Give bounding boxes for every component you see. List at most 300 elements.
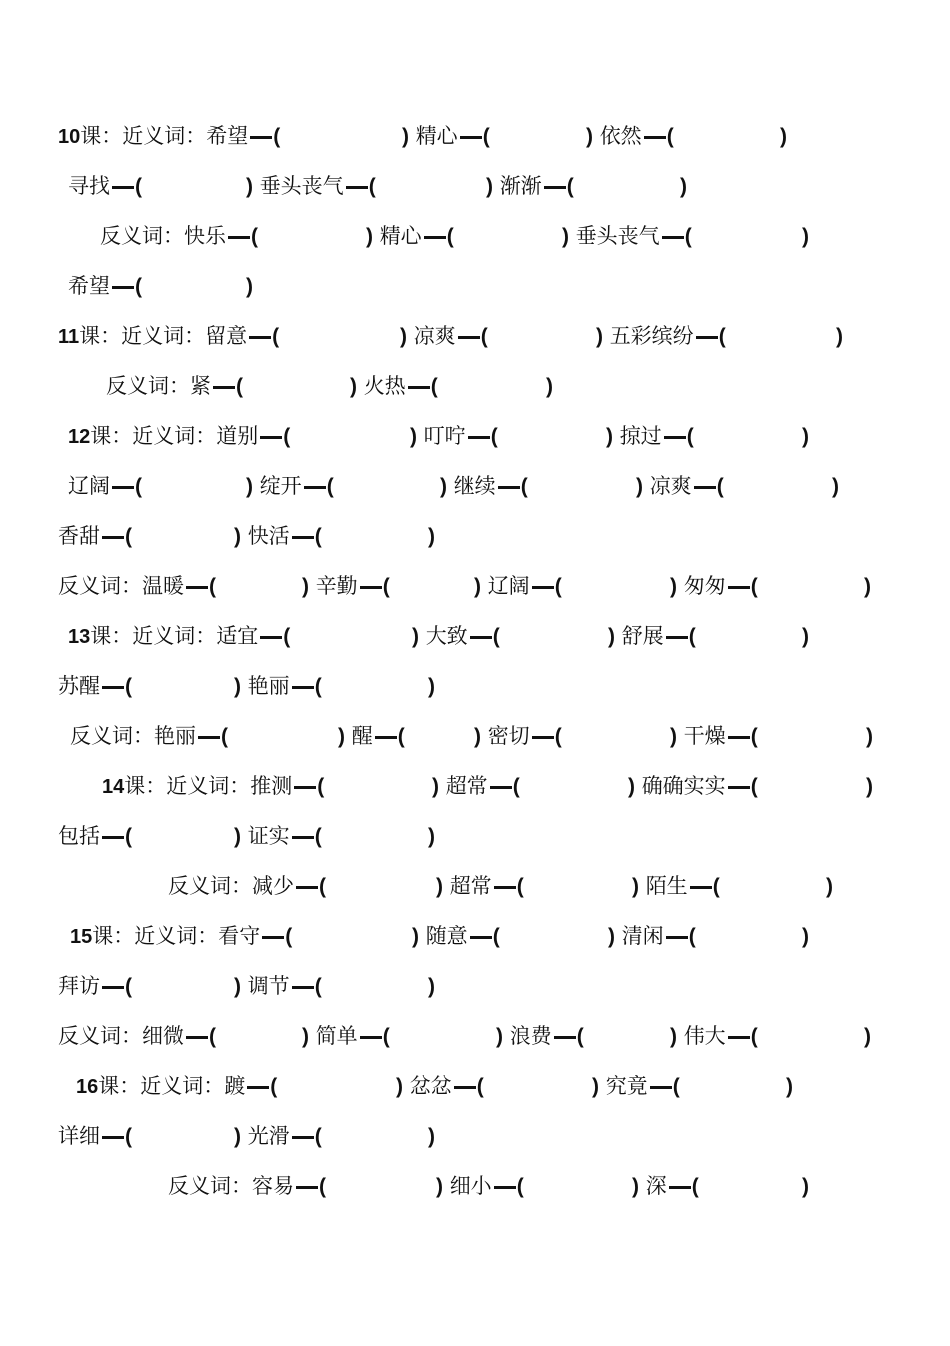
lesson-number: 14	[102, 776, 125, 798]
answer-blank[interactable]: (	[672, 1075, 680, 1098]
word-text: 绽开	[259, 474, 302, 498]
closing-paren	[428, 671, 435, 702]
answer-blank[interactable]: (	[554, 575, 562, 598]
blank-close-paren: )	[586, 125, 593, 148]
answer-blank[interactable]: (	[314, 525, 322, 548]
answer-blank[interactable]: (	[221, 725, 228, 748]
answer-blank[interactable]: (	[397, 725, 405, 748]
blank-close-paren: )	[436, 875, 443, 898]
dash-mark	[260, 436, 282, 439]
blank-close-paren: )	[592, 1075, 599, 1098]
word-text: 清闲	[621, 924, 664, 948]
dash-mark	[468, 436, 490, 439]
word-entry	[102, 771, 324, 802]
worksheet-line	[0, 971, 950, 1001]
word-text: 艳丽	[247, 674, 290, 698]
word-entry	[70, 921, 292, 952]
word-text: 寻找	[68, 174, 110, 198]
word-text: 简单	[315, 1024, 358, 1048]
blank-close-paren: )	[802, 225, 809, 248]
answer-blank[interactable]: (	[492, 625, 500, 648]
dash-mark	[470, 936, 492, 939]
dash-mark	[554, 1036, 576, 1039]
word-text: 课：近义词：道别	[90, 424, 259, 448]
dash-mark	[666, 636, 688, 639]
answer-blank[interactable]: (	[688, 925, 696, 948]
word-entry	[68, 271, 142, 302]
word-entry	[606, 421, 694, 452]
blank-close-paren: )	[432, 775, 439, 798]
blank-close-paren: )	[496, 1025, 503, 1048]
word-entry	[586, 121, 674, 152]
answer-blank[interactable]: (	[516, 875, 524, 898]
word-entry	[412, 921, 500, 952]
answer-blank[interactable]: (	[686, 425, 694, 448]
worksheet-line	[0, 621, 950, 651]
dash-mark	[112, 286, 134, 289]
word-text: 醒	[351, 724, 373, 748]
closing-paren	[802, 421, 809, 452]
word-entry	[100, 221, 258, 252]
answer-blank[interactable]: (	[314, 975, 322, 998]
word-text: 反义词：紧	[106, 374, 211, 398]
answer-blank[interactable]: (	[750, 575, 758, 598]
word-text: 精心	[379, 224, 422, 248]
word-entry	[562, 221, 692, 252]
word-text: 随意	[425, 924, 468, 948]
blank-close-paren: )	[474, 575, 481, 598]
blank-close-paren: )	[608, 625, 615, 648]
dash-mark	[644, 136, 666, 139]
word-text: 反义词：细微	[58, 1024, 184, 1048]
word-entry	[608, 621, 696, 652]
word-entry	[58, 671, 132, 702]
dash-mark	[247, 1086, 269, 1089]
answer-blank[interactable]: (	[125, 1125, 132, 1148]
blank-close-paren: )	[680, 175, 687, 198]
answer-blank[interactable]: (	[382, 575, 390, 598]
dash-mark	[662, 236, 684, 239]
blank-close-paren: )	[402, 125, 409, 148]
answer-blank[interactable]: (	[326, 475, 334, 498]
word-entry	[410, 421, 498, 452]
lesson-number: 10	[58, 126, 81, 148]
answer-blank[interactable]: (	[319, 875, 326, 898]
blank-close-paren: )	[428, 975, 435, 998]
answer-blank[interactable]: (	[554, 725, 562, 748]
word-text: 辛勤	[315, 574, 358, 598]
blank-close-paren: )	[802, 625, 809, 648]
answer-blank[interactable]: (	[688, 625, 696, 648]
answer-blank[interactable]: (	[382, 1025, 390, 1048]
dash-mark	[664, 436, 686, 439]
word-text: 火热	[363, 374, 406, 398]
word-text: 反义词：快乐	[100, 224, 226, 248]
word-entry	[70, 721, 228, 752]
answer-blank[interactable]: (	[135, 275, 142, 298]
word-text: 舒展	[621, 624, 664, 648]
word-entry	[58, 1121, 132, 1152]
answer-blank[interactable]: (	[492, 925, 500, 948]
word-text: 陌生	[645, 874, 688, 898]
word-text: 精心	[415, 124, 458, 148]
blank-close-paren: )	[234, 525, 241, 548]
dash-mark	[250, 136, 272, 139]
dash-mark	[669, 1186, 691, 1189]
lesson-number: 16	[76, 1076, 99, 1098]
blank-close-paren: )	[428, 675, 435, 698]
answer-blank[interactable]: (	[576, 1025, 584, 1048]
answer-blank[interactable]: (	[482, 125, 490, 148]
word-text: 反义词：容易	[168, 1174, 294, 1198]
blank-close-paren: )	[608, 925, 615, 948]
word-text: 辽阔	[68, 474, 110, 498]
dash-mark	[228, 236, 250, 239]
word-text: 凉爽	[649, 474, 692, 498]
worksheet-line	[0, 321, 950, 351]
lesson-number: 12	[68, 426, 91, 448]
dash-mark	[470, 636, 492, 639]
word-text: 大致	[425, 624, 468, 648]
dash-mark	[249, 336, 271, 339]
answer-blank[interactable]: (	[368, 175, 376, 198]
dash-mark	[102, 986, 124, 989]
blank-close-paren: )	[246, 175, 253, 198]
dash-mark	[102, 686, 124, 689]
blank-close-paren: )	[486, 175, 493, 198]
dash-mark	[532, 736, 554, 739]
word-text: 密切	[487, 724, 530, 748]
word-entry	[234, 971, 322, 1002]
dash-mark	[292, 536, 314, 539]
word-text: 证实	[247, 824, 290, 848]
blank-close-paren: )	[412, 625, 419, 648]
blank-close-paren: )	[546, 375, 553, 398]
word-entry	[436, 1171, 524, 1202]
answer-blank[interactable]: (	[684, 225, 692, 248]
answer-blank[interactable]: (	[319, 1175, 326, 1198]
word-text: 叮咛	[423, 424, 466, 448]
dash-mark	[186, 1036, 208, 1039]
answer-blank[interactable]: (	[750, 1025, 758, 1048]
word-text: 香甜	[58, 524, 100, 548]
answer-blank[interactable]: (	[209, 1025, 216, 1048]
closing-paren	[786, 1071, 793, 1102]
word-text: 辽阔	[487, 574, 530, 598]
dash-mark	[454, 1086, 476, 1089]
blank-close-paren: )	[366, 225, 373, 248]
dash-mark	[112, 186, 134, 189]
closing-paren	[826, 871, 833, 902]
worksheet-line	[0, 421, 950, 451]
dash-mark	[694, 486, 716, 489]
worksheet-line	[0, 671, 950, 701]
word-text: 拜访	[58, 974, 100, 998]
answer-blank[interactable]: (	[314, 675, 322, 698]
answer-blank[interactable]: (	[314, 825, 322, 848]
word-text: 课：近义词：踱	[98, 1074, 246, 1098]
closing-paren	[864, 571, 871, 602]
word-entry	[234, 821, 322, 852]
worksheet-line	[0, 721, 950, 751]
closing-paren	[246, 271, 253, 302]
blank-close-paren: )	[780, 125, 787, 148]
answer-blank[interactable]: (	[285, 925, 293, 948]
closing-paren	[864, 1021, 871, 1052]
word-entry	[486, 171, 574, 202]
dash-mark	[460, 136, 482, 139]
answer-blank[interactable]: (	[566, 175, 574, 198]
blank-close-paren: )	[410, 425, 417, 448]
answer-blank[interactable]: (	[125, 975, 132, 998]
closing-paren	[866, 721, 873, 752]
blank-close-paren: )	[826, 875, 833, 898]
word-text: 课：近义词：希望	[80, 124, 249, 148]
lesson-number: 13	[68, 626, 91, 648]
dash-mark	[424, 236, 446, 239]
word-entry	[58, 821, 132, 852]
blank-close-paren: )	[350, 375, 357, 398]
word-text: 课：近义词：推测	[124, 774, 293, 798]
answer-blank[interactable]: (	[712, 875, 720, 898]
word-entry	[632, 871, 720, 902]
closing-paren	[866, 771, 873, 802]
blank-close-paren: )	[234, 1125, 241, 1148]
dash-mark	[696, 336, 718, 339]
answer-blank[interactable]: (	[716, 475, 724, 498]
blank-close-paren: )	[246, 475, 253, 498]
answer-blank[interactable]: (	[236, 375, 243, 398]
dash-mark	[296, 1186, 318, 1189]
word-entry	[628, 771, 758, 802]
answer-blank[interactable]: (	[272, 325, 280, 348]
worksheet-line	[0, 821, 950, 851]
closing-paren	[680, 171, 687, 202]
word-entry	[670, 721, 758, 752]
answer-blank[interactable]: (	[135, 475, 142, 498]
blank-close-paren: )	[474, 725, 481, 748]
word-entry	[670, 1021, 758, 1052]
worksheet-line	[0, 521, 950, 551]
word-text: 浪费	[509, 1024, 552, 1048]
blank-close-paren: )	[864, 575, 871, 598]
blank-close-paren: )	[302, 575, 309, 598]
answer-blank[interactable]: (	[283, 625, 291, 648]
dash-mark	[186, 586, 208, 589]
word-entry	[366, 221, 454, 252]
word-text: 垂头丧气	[575, 224, 660, 248]
word-text: 五彩缤纷	[609, 324, 694, 348]
blank-close-paren: )	[632, 875, 639, 898]
word-entry	[496, 1021, 584, 1052]
dash-mark	[346, 186, 368, 189]
dash-mark	[728, 736, 750, 739]
answer-blank[interactable]: (	[516, 1175, 524, 1198]
blank-close-paren: )	[832, 475, 839, 498]
word-entry	[68, 171, 142, 202]
word-entry	[246, 471, 334, 502]
dash-mark	[458, 336, 480, 339]
word-text: 超常	[449, 874, 492, 898]
word-text: 深	[645, 1174, 667, 1198]
word-text: 详细	[58, 1124, 100, 1148]
word-entry	[76, 1071, 277, 1102]
dash-mark	[360, 586, 382, 589]
word-text: 掠过	[619, 424, 662, 448]
word-entry	[58, 971, 132, 1002]
word-text: 确确实实	[641, 774, 726, 798]
dash-mark	[260, 636, 282, 639]
closing-paren	[802, 921, 809, 952]
worksheet-line	[0, 471, 950, 501]
dash-mark	[102, 836, 124, 839]
closing-paren	[428, 971, 435, 1002]
closing-paren	[546, 371, 553, 402]
word-text: 忿忿	[409, 1074, 452, 1098]
word-entry	[632, 1171, 699, 1202]
closing-paren	[802, 221, 809, 252]
word-entry	[234, 671, 322, 702]
blank-close-paren: )	[866, 725, 873, 748]
word-entry	[234, 521, 322, 552]
answer-blank[interactable]: (	[430, 375, 438, 398]
lesson-number: 11	[58, 326, 80, 348]
worksheet-line	[0, 121, 950, 151]
closing-paren	[832, 471, 839, 502]
word-entry	[592, 1071, 680, 1102]
lesson-number: 15	[70, 926, 93, 948]
blank-close-paren: )	[836, 325, 843, 348]
closing-paren	[428, 521, 435, 552]
word-entry	[246, 171, 376, 202]
blank-close-paren: )	[606, 425, 613, 448]
blank-close-paren: )	[400, 325, 407, 348]
answer-blank[interactable]: (	[476, 1075, 484, 1098]
word-entry	[68, 471, 142, 502]
answer-blank[interactable]: (	[125, 825, 132, 848]
answer-blank[interactable]: (	[314, 1125, 322, 1148]
word-text: 垂头丧气	[259, 174, 344, 198]
dash-mark	[213, 386, 235, 389]
blank-close-paren: )	[412, 925, 419, 948]
word-text: 课：近义词：留意	[79, 324, 248, 348]
worksheet-line	[0, 871, 950, 901]
word-entry	[432, 771, 520, 802]
blank-close-paren: )	[628, 775, 635, 798]
answer-blank[interactable]: (	[750, 725, 758, 748]
blank-close-paren: )	[234, 675, 241, 698]
dash-mark	[690, 886, 712, 889]
word-entry	[400, 321, 488, 352]
word-text: 希望	[68, 274, 110, 298]
word-text: 继续	[453, 474, 496, 498]
dash-mark	[102, 1136, 124, 1139]
word-entry	[350, 371, 438, 402]
worksheet-line	[0, 921, 950, 951]
dash-mark	[102, 536, 124, 539]
answer-blank[interactable]: (	[750, 775, 758, 798]
dash-mark	[666, 936, 688, 939]
blank-close-paren: )	[234, 825, 241, 848]
blank-close-paren: )	[246, 275, 253, 298]
answer-blank[interactable]: (	[718, 325, 726, 348]
dash-mark	[375, 736, 397, 739]
answer-blank[interactable]: (	[317, 775, 325, 798]
dash-mark	[292, 986, 314, 989]
closing-paren	[428, 1121, 435, 1152]
blank-close-paren: )	[636, 475, 643, 498]
answer-blank[interactable]: (	[270, 1075, 278, 1098]
worksheet-line	[0, 1071, 950, 1101]
dash-mark	[498, 486, 520, 489]
answer-blank[interactable]: (	[691, 1175, 699, 1198]
word-text: 依然	[599, 124, 642, 148]
word-entry	[58, 321, 279, 352]
word-entry	[106, 371, 243, 402]
dash-mark	[650, 1086, 672, 1089]
blank-close-paren: )	[428, 525, 435, 548]
answer-blank[interactable]: (	[125, 525, 132, 548]
answer-blank[interactable]: (	[480, 325, 488, 348]
answer-blank[interactable]: (	[283, 425, 291, 448]
worksheet-line	[0, 1171, 950, 1201]
word-text: 调节	[247, 974, 290, 998]
answer-blank[interactable]: (	[273, 125, 281, 148]
word-text: 反义词：减少	[168, 874, 294, 898]
answer-blank[interactable]: (	[125, 675, 132, 698]
answer-blank[interactable]: (	[512, 775, 520, 798]
answer-blank[interactable]: (	[446, 225, 454, 248]
dash-mark	[262, 936, 284, 939]
worksheet-line	[0, 1121, 950, 1151]
word-entry	[670, 571, 758, 602]
dash-mark	[198, 736, 220, 739]
word-text: 渐渐	[499, 174, 542, 198]
word-text: 究竟	[605, 1074, 648, 1098]
worksheet-line	[0, 371, 950, 401]
word-entry	[474, 721, 562, 752]
word-entry	[396, 1071, 484, 1102]
blank-close-paren: )	[670, 725, 677, 748]
word-text: 包括	[58, 824, 100, 848]
answer-blank[interactable]: (	[209, 575, 216, 598]
answer-blank[interactable]: (	[490, 425, 498, 448]
blank-close-paren: )	[338, 725, 345, 748]
worksheet-line	[0, 571, 950, 601]
answer-blank[interactable]: (	[520, 475, 528, 498]
closing-paren	[802, 621, 809, 652]
blank-close-paren: )	[670, 575, 677, 598]
word-text: 反义词：艳丽	[70, 724, 196, 748]
dash-mark	[360, 1036, 382, 1039]
word-text: 苏醒	[58, 674, 100, 698]
dash-mark	[494, 1186, 516, 1189]
word-entry	[68, 421, 290, 452]
closing-paren	[802, 1171, 809, 1202]
word-text: 课：近义词：适宜	[90, 624, 259, 648]
answer-blank[interactable]: (	[251, 225, 258, 248]
blank-close-paren: )	[440, 475, 447, 498]
answer-blank[interactable]: (	[135, 175, 142, 198]
dash-mark	[728, 586, 750, 589]
dash-mark	[292, 836, 314, 839]
word-text: 细小	[449, 1174, 492, 1198]
word-entry	[58, 571, 216, 602]
worksheet-line	[0, 221, 950, 251]
answer-blank[interactable]: (	[666, 125, 674, 148]
dash-mark	[408, 386, 430, 389]
blank-close-paren: )	[802, 425, 809, 448]
